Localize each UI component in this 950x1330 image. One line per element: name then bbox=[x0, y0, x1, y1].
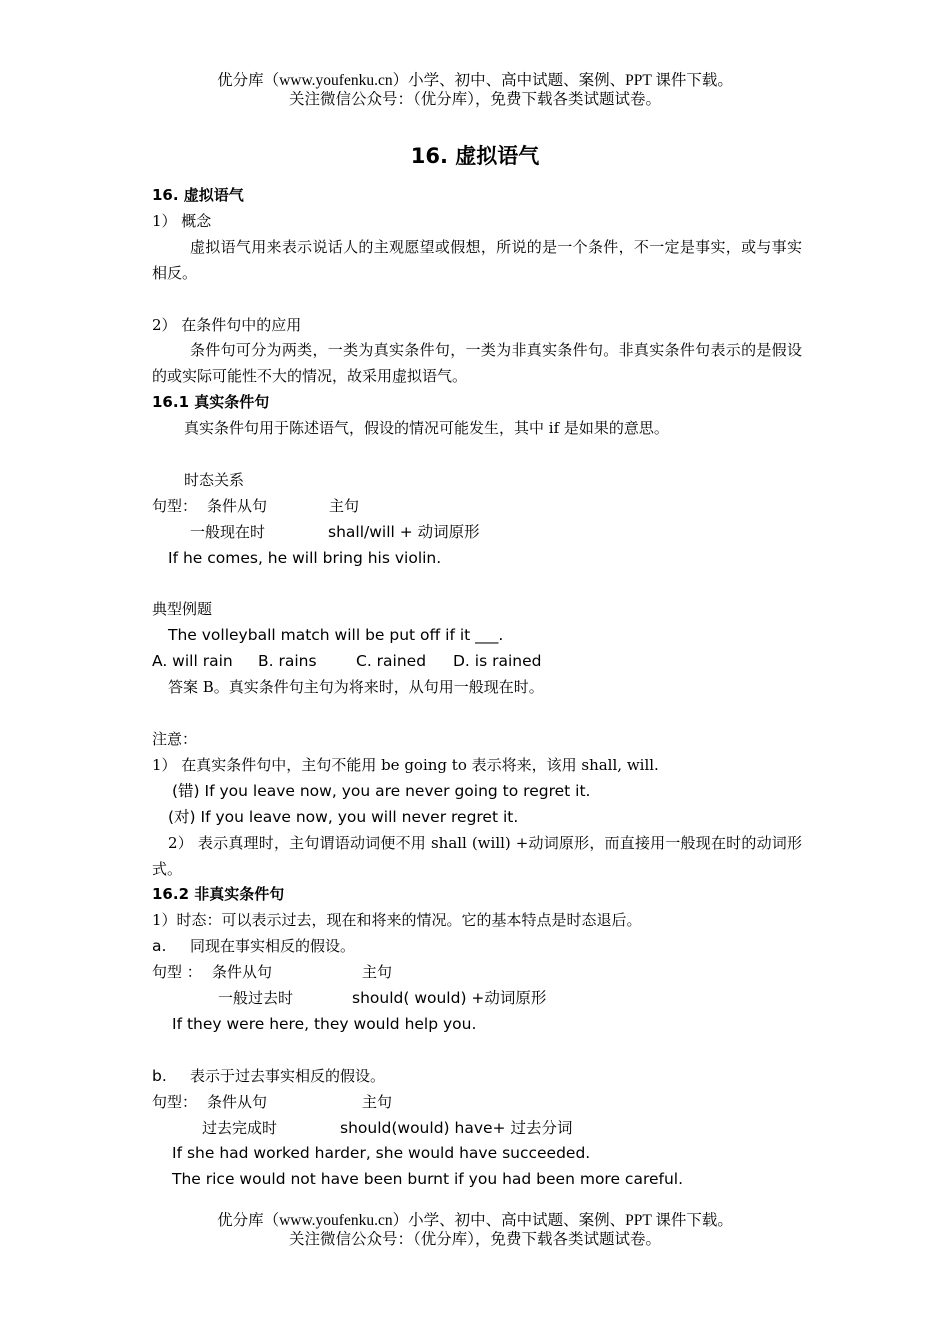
footer-line-2: 关注微信公众号：（优分库），免费下载各类试题试卷。 bbox=[288, 1231, 661, 1248]
unreal-a-form-row bbox=[152, 986, 802, 1012]
real-pattern-row bbox=[152, 494, 802, 520]
conditional-text: 条件句可分为两类，一类为真实条件句，一类为非真实条件句。非真实条件句表示的是假设的或实际可能性不大的情况，故采用虚拟语气。 bbox=[152, 341, 802, 386]
answer-options bbox=[152, 649, 802, 675]
unreal-a-row bbox=[152, 934, 802, 960]
unreal-b-text: 表示于过去事实相反的假设。 bbox=[190, 1066, 386, 1085]
note-1-wrong: (错) If you leave now, you are never going to regret it. bbox=[172, 781, 591, 800]
unreal-b-row bbox=[152, 1064, 802, 1090]
answer-explanation: 答案 B。真实条件句主句为将来时，从句用一般现在时。 bbox=[168, 678, 544, 697]
document-body bbox=[152, 183, 802, 1193]
real-conditional-heading: 16.1 真实条件句 bbox=[152, 393, 270, 412]
real-intro: 真实条件句用于陈述语气，假设的情况可能发生，其中 if 是如果的意思。 bbox=[184, 419, 669, 438]
unreal-b-form-row bbox=[152, 1116, 802, 1142]
b-form-col-condition: 过去完成时 bbox=[202, 1118, 278, 1137]
option-b: B. rains bbox=[258, 652, 317, 671]
note-1: 1） 在真实条件句中，主句不能用 be going to 表示将来，该用 shall, will. bbox=[152, 755, 659, 774]
note-1-right: (对) If you leave now, you will never regret it. bbox=[168, 807, 519, 826]
unreal-b-pattern-row bbox=[152, 1090, 802, 1116]
a-form-col-condition: 一般过去时 bbox=[218, 989, 294, 1008]
unreal-b-example-1: If she had worked harder, she would have succeeded. bbox=[172, 1144, 591, 1163]
b-form-col-main: should(would) have+ 过去分词 bbox=[340, 1118, 573, 1137]
real-form-row bbox=[152, 520, 802, 546]
unreal-a-label: a. bbox=[152, 937, 167, 956]
typical-example-label: 典型例题 bbox=[152, 600, 213, 619]
option-c: C. rained bbox=[356, 652, 427, 671]
a-form-col-main: should( would) +动词原形 bbox=[352, 989, 547, 1008]
section-heading: 16. 虚拟语气 bbox=[152, 186, 244, 204]
tense-relation-label: 时态关系 bbox=[184, 470, 245, 489]
concept-heading: 1） 概念 bbox=[152, 211, 212, 230]
unreal-b-example-2: The rice would not have been burnt if you had been more careful. bbox=[172, 1170, 684, 1189]
pattern-col-main: 主句 bbox=[329, 496, 360, 515]
question-text: The volleyball match will be put off if it ___. bbox=[168, 626, 504, 645]
b-pattern-col-condition: 条件从句 bbox=[207, 1092, 268, 1111]
header-line-2: 关注微信公众号：（优分库），免费下载各类试题试卷。 bbox=[288, 91, 661, 108]
a-pattern-label: 句型 ： bbox=[152, 963, 202, 982]
a-pattern-col-condition: 条件从句 bbox=[212, 963, 273, 982]
conditional-heading: 2） 在条件句中的应用 bbox=[152, 315, 302, 334]
b-pattern-label: 句型： bbox=[152, 1092, 198, 1111]
option-d: D. is rained bbox=[453, 652, 542, 671]
b-pattern-col-main: 主句 bbox=[362, 1092, 393, 1111]
pattern-col-condition: 条件从句 bbox=[207, 496, 268, 515]
real-example: If he comes, he will bring his violin. bbox=[168, 548, 442, 567]
unreal-tense-desc: 1）时态：可以表示过去，现在和将来的情况。它的基本特点是时态退后。 bbox=[152, 911, 642, 930]
concept-text: 虚拟语气用来表示说话人的主观愿望或假想，所说的是一个条件，不一定是事实，或与事实相反。 bbox=[152, 237, 802, 282]
unreal-b-label: b. bbox=[152, 1066, 167, 1085]
a-pattern-col-main: 主句 bbox=[362, 963, 393, 982]
form-col-main: shall/will + 动词原形 bbox=[328, 522, 480, 541]
unreal-a-pattern-row bbox=[152, 960, 802, 986]
note-label: 注意： bbox=[152, 729, 198, 748]
unreal-conditional-heading: 16.2 非真实条件句 bbox=[152, 885, 285, 904]
header-line-1: 优分库（www.youfenku.cn）小学、初中、高中试题、案例、PPT 课件下载。 bbox=[217, 72, 733, 89]
pattern-label: 句型： bbox=[152, 496, 198, 515]
form-col-condition: 一般现在时 bbox=[190, 522, 266, 541]
page-title: 16. 虚拟语气 bbox=[410, 144, 540, 168]
note-2: 2） 表示真理时，主句谓语动词便不用 shall (will) +动词原形，而直接用一般现在时的动词形式。 bbox=[152, 833, 802, 878]
unreal-a-text: 同现在事实相反的假设。 bbox=[190, 937, 356, 956]
option-a: A. will rain bbox=[152, 652, 233, 671]
footer-line-1: 优分库（www.youfenku.cn）小学、初中、高中试题、案例、PPT 课件下载。 bbox=[217, 1212, 733, 1229]
unreal-a-example: If they were here, they would help you. bbox=[172, 1014, 477, 1033]
